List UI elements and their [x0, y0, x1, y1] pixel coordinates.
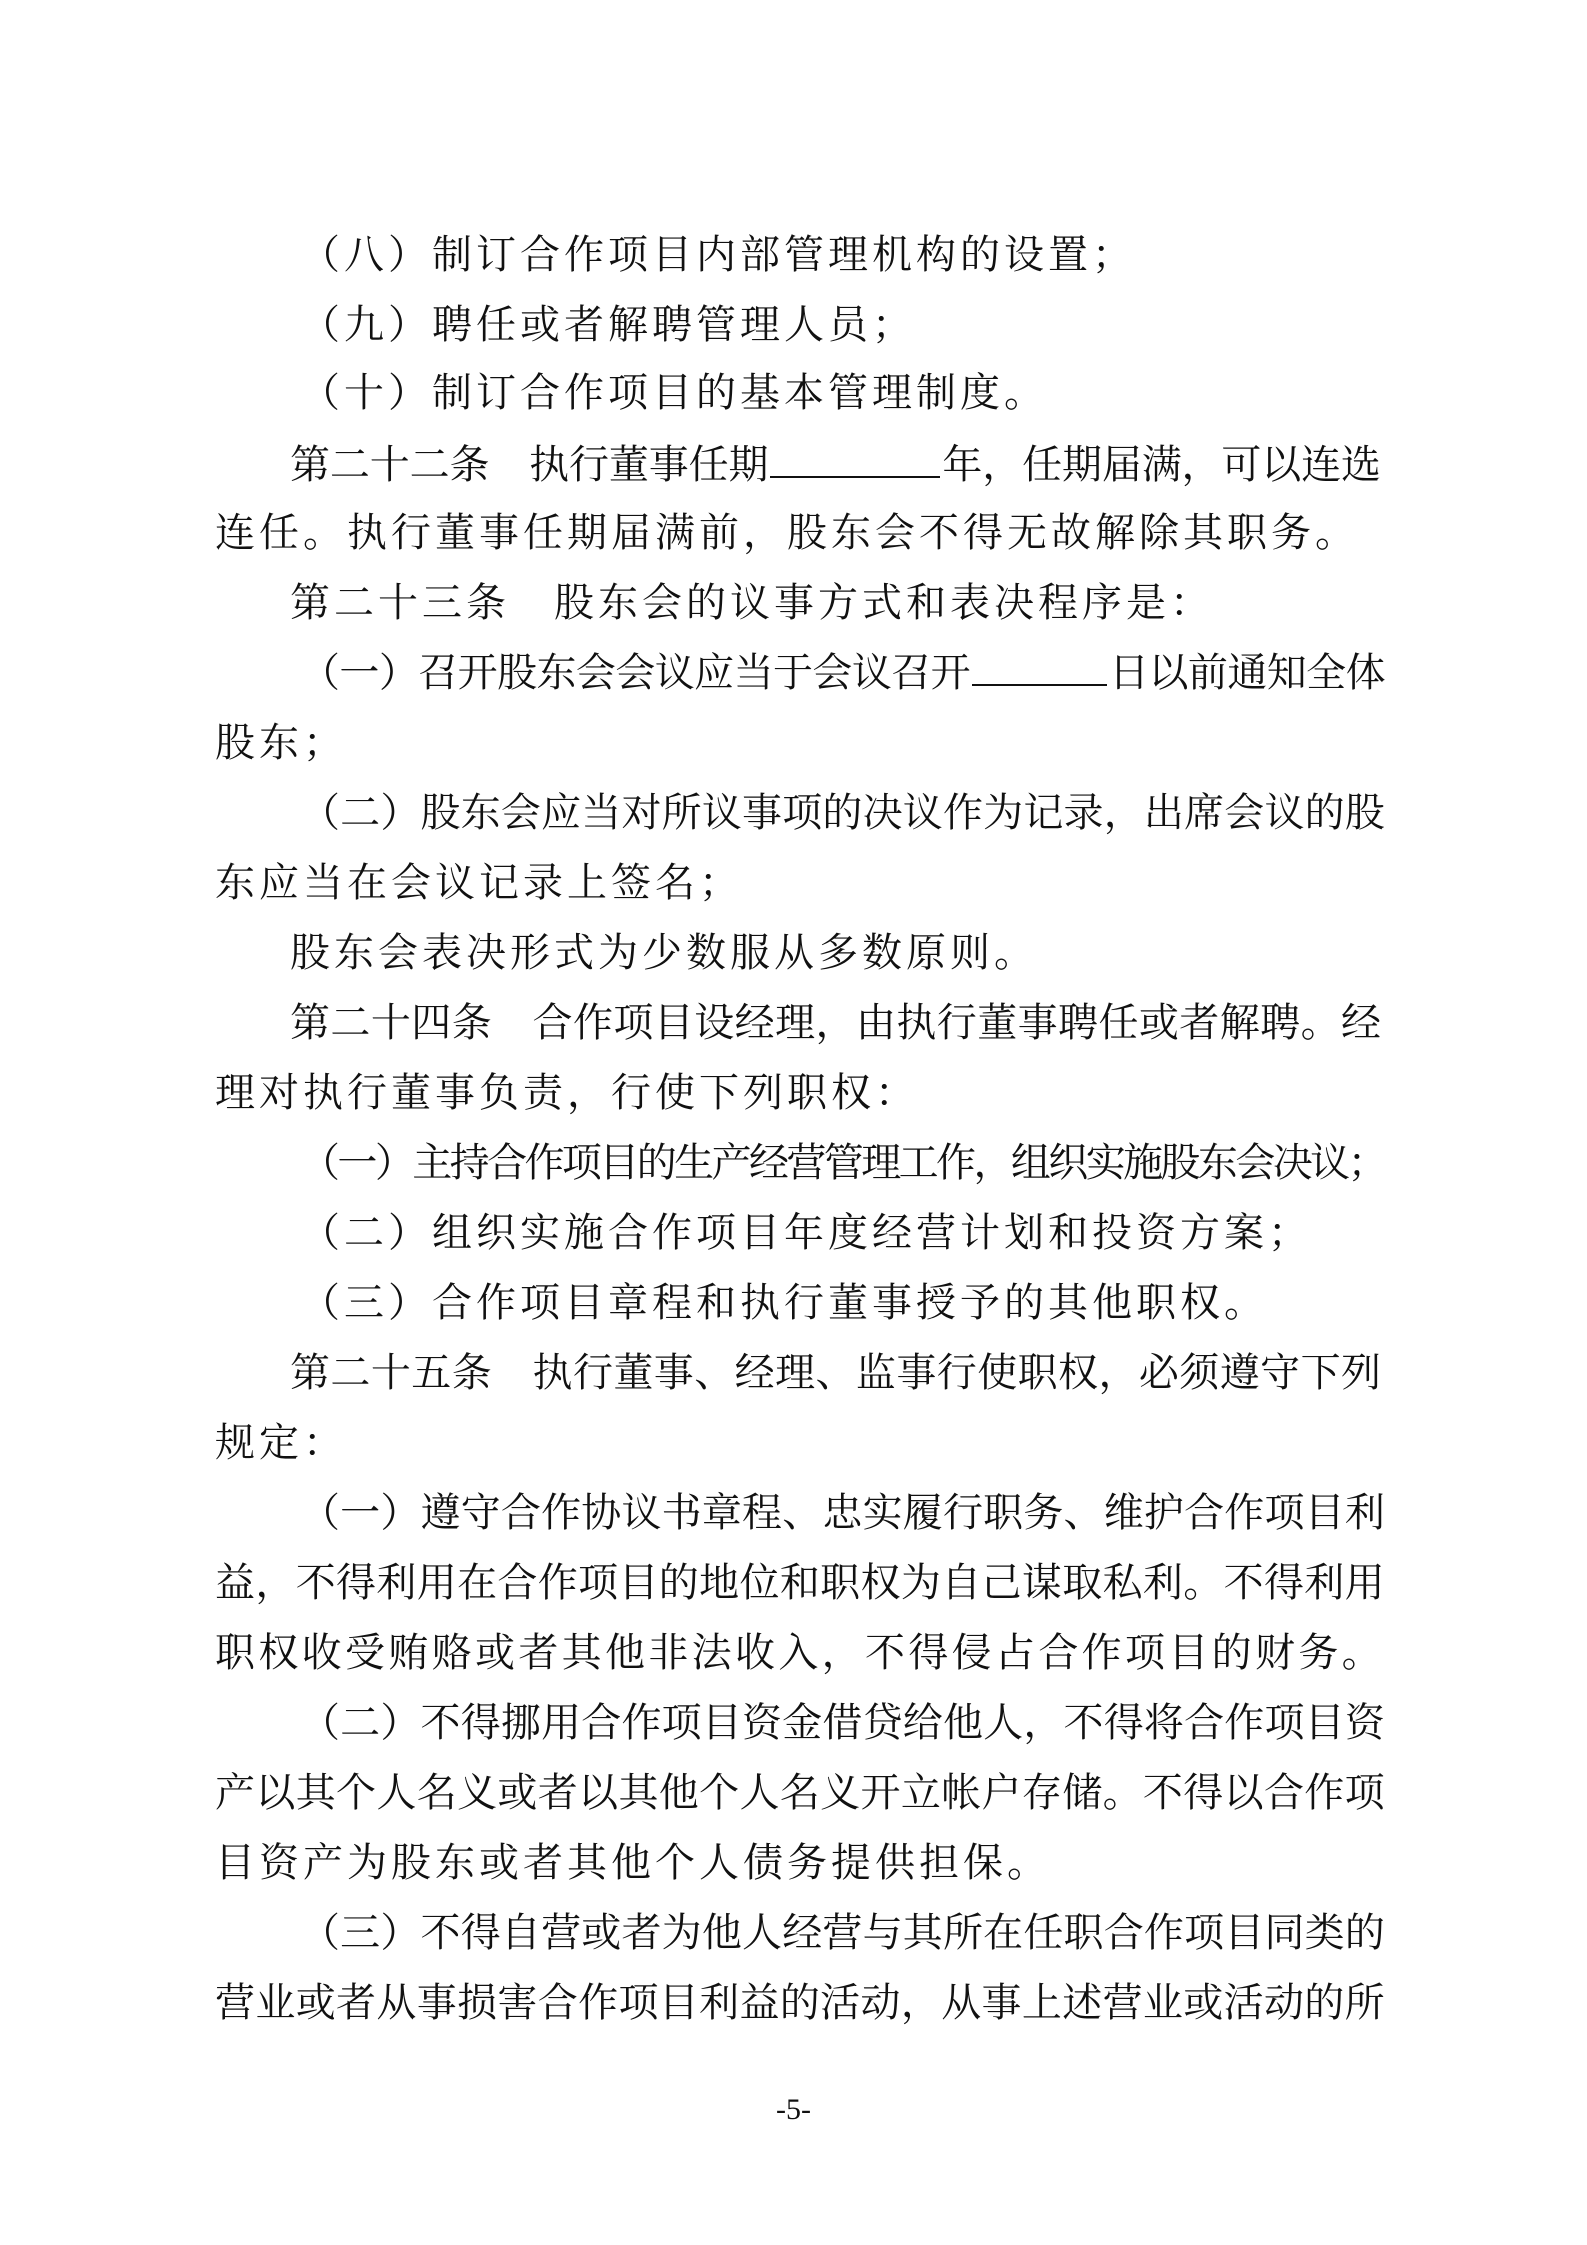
- fill-in-blank: [770, 475, 940, 478]
- article-24-line-2: [215, 1068, 919, 1118]
- page-number: -5-: [776, 2093, 811, 2126]
- text-line: （十）制订合作项目的基本管理制度。: [300, 370, 1048, 416]
- text-line: 日以前通知全体: [1109, 650, 1386, 696]
- article-24-item-1: [300, 1138, 1385, 1188]
- text-line: 年，任期届满，可以连选: [942, 442, 1381, 488]
- text-line: 连任。执行董事任期届满前，股东会不得无故解除其职务。: [215, 510, 1359, 556]
- article-23-heading: [290, 578, 1214, 628]
- article-25-item-1-line-3: [215, 1628, 1385, 1678]
- text-line: 规定：: [215, 1420, 347, 1466]
- text-line: （一）主持合作项目的生产经营管理工作，组织实施股东会决议；: [300, 1140, 1385, 1186]
- fill-in-blank: [972, 683, 1107, 686]
- voting-rule: [290, 928, 1038, 978]
- article-23-item-2-line-1: [300, 788, 1385, 838]
- article-25-item-3-line-2: [215, 1978, 1385, 2028]
- article-25-item-1-line-1: [300, 1488, 1385, 1538]
- article-22-line-1: [290, 440, 1381, 490]
- text-line: 第二十二条 执行董事任期: [290, 442, 769, 488]
- text-line: 理对执行董事负责，行使下列职权：: [215, 1070, 919, 1116]
- text-line: （一）召开股东会会议应当于会议召开: [300, 650, 971, 696]
- text-line: 第二十五条 执行董事、经理、监事行使职权，必须遵守下列: [290, 1350, 1382, 1396]
- article-25-line-2: [215, 1418, 347, 1468]
- text-line: 股东会表决形式为少数服从多数原则。: [290, 930, 1038, 976]
- clause-item-10: [300, 368, 1048, 418]
- article-23-item-2-line-2: [215, 858, 743, 908]
- text-line: （二）组织实施合作项目年度经营计划和投资方案；: [300, 1210, 1312, 1256]
- text-line: 产以其个人名义或者以其他个人名义开立帐户存储。不得以合作项: [215, 1770, 1385, 1816]
- article-25-item-3-line-1: [300, 1908, 1385, 1958]
- text-line: 第二十三条 股东会的议事方式和表决程序是：: [290, 580, 1214, 626]
- text-line: （二）不得挪用合作项目资金借贷给他人，不得将合作项目资: [300, 1700, 1385, 1746]
- text-line: 益，不得利用在合作项目的地位和职权为自己谋取私利。不得利用: [215, 1560, 1385, 1606]
- article-24-line-1: [290, 998, 1381, 1048]
- text-line: 职权收受贿赂或者其他非法收入，不得侵占合作项目的财务。: [215, 1630, 1385, 1676]
- article-25-item-2-line-2: [215, 1768, 1385, 1818]
- article-24-item-2: [300, 1208, 1312, 1258]
- text-line: （三）不得自营或者为他人经营与其所在任职合作项目同类的: [300, 1910, 1385, 1956]
- article-25-line-1: [290, 1348, 1381, 1398]
- text-line: （一）遵守合作协议书章程、忠实履行职务、维护合作项目利: [300, 1490, 1385, 1536]
- article-24-item-3: [300, 1278, 1268, 1328]
- text-line: （九）聘任或者解聘管理人员；: [300, 302, 916, 348]
- article-25-item-2-line-3: [215, 1838, 1051, 1888]
- text-line: （八）制订合作项目内部管理机构的设置；: [300, 232, 1136, 278]
- text-line: 东应当在会议记录上签名；: [215, 860, 743, 906]
- article-22-line-2: [215, 508, 1359, 558]
- article-25-item-1-line-2: [215, 1558, 1385, 1608]
- article-23-item-1-line-1: [300, 648, 1385, 698]
- text-line: 目资产为股东或者其他个人债务提供担保。: [215, 1840, 1051, 1886]
- text-line: 第二十四条 合作项目设经理，由执行董事聘任或者解聘。经: [290, 1000, 1382, 1046]
- article-25-item-2-line-1: [300, 1698, 1385, 1748]
- text-line: （三）合作项目章程和执行董事授予的其他职权。: [300, 1280, 1268, 1326]
- article-23-item-1-line-2: [215, 718, 347, 768]
- text-line: 营业或者从事损害合作项目利益的活动，从事上述营业或活动的所: [215, 1980, 1385, 2026]
- text-line: 股东；: [215, 720, 347, 766]
- clause-item-9: [300, 300, 916, 350]
- clause-item-8: [300, 230, 1136, 280]
- text-line: （二）股东会应当对所议事项的决议作为记录，出席会议的股: [300, 790, 1385, 836]
